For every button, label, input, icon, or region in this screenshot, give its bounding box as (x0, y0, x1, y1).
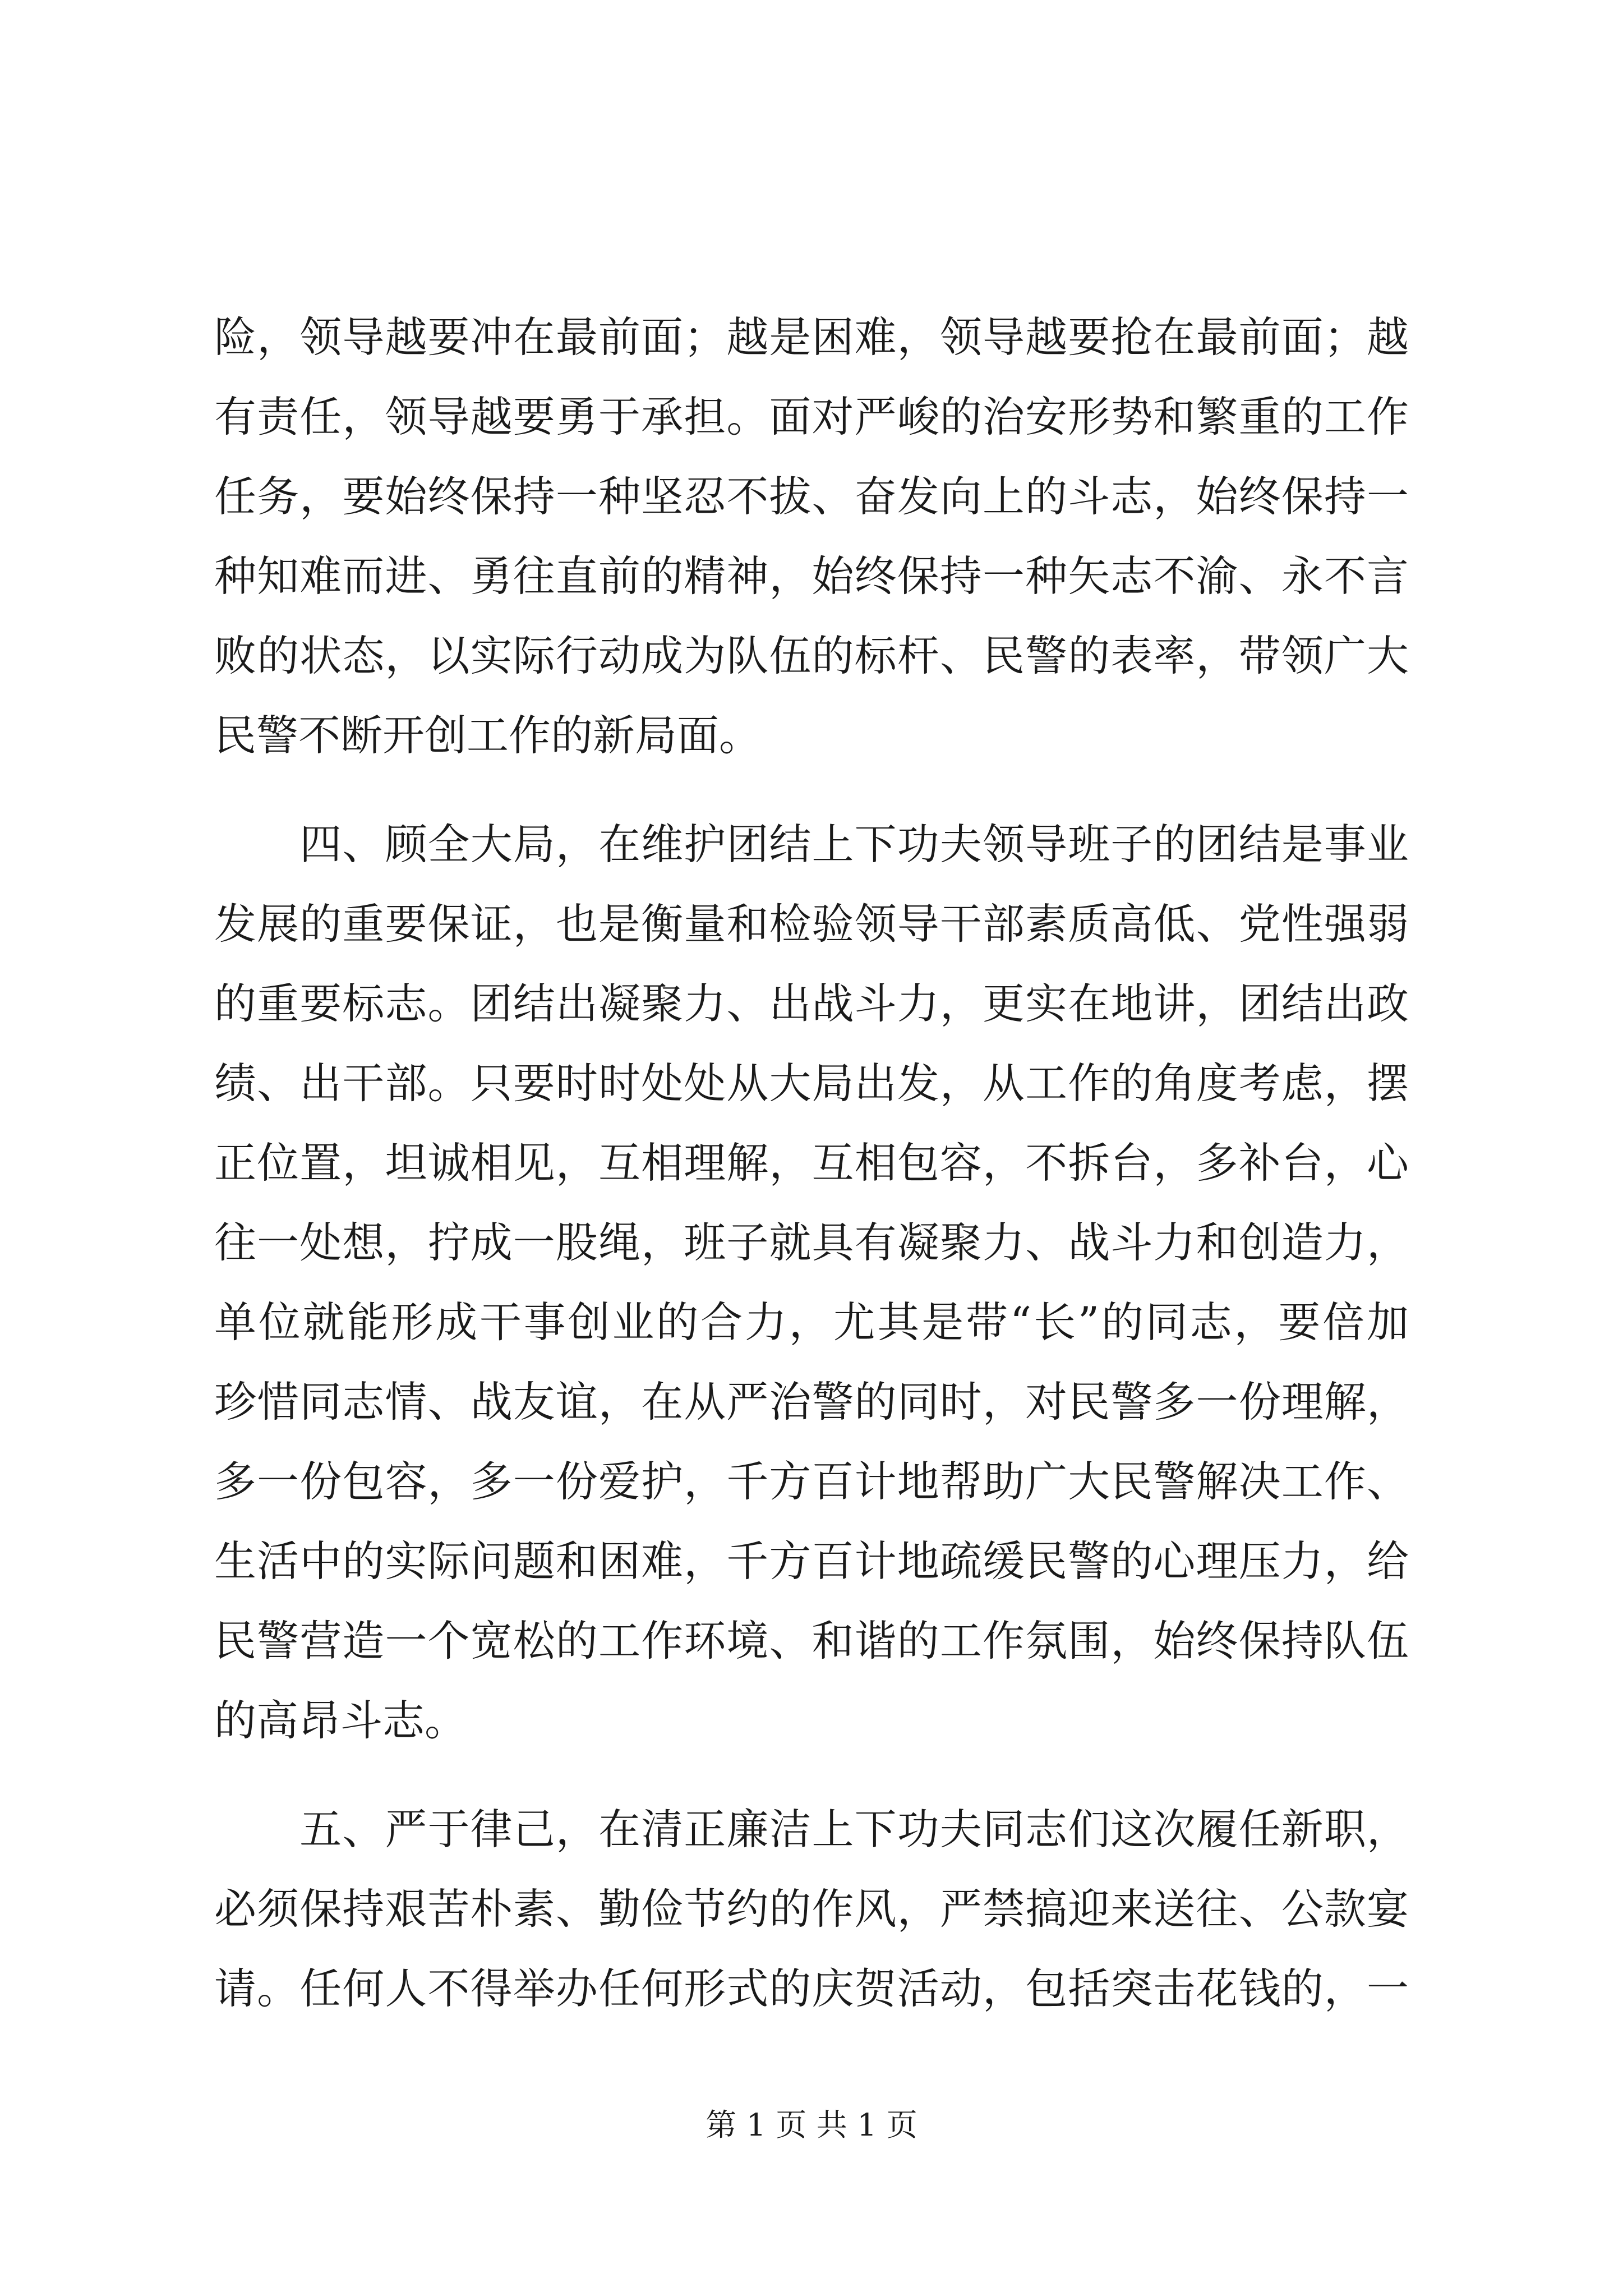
text-line: 有责任，领导越要勇于承担。面对严峻的治安形势和繁重的工作 (214, 392, 1409, 441)
text-line: 任务，要始终保持一种坚忍不拔、奋发向上的斗志，始终保持一 (214, 472, 1409, 521)
text-line: 种知难而进、勇往直前的精神，始终保持一种矢志不渝、永不言 (214, 551, 1409, 601)
text-line: 往一处想，拧成一股绳，班子就具有凝聚力、战斗力和创造力， (214, 1218, 1409, 1267)
text-line: 败的状态，以实际行动成为队伍的标杆、民警的表率，带领广大 (214, 631, 1409, 680)
text-line: 的高昂斗志。 (214, 1696, 467, 1745)
text-line: 多一份包容，多一份爱护，千方百计地帮助广大民警解决工作、 (214, 1457, 1409, 1506)
text-line: 的重要标志。团结出凝聚力、出战斗力，更实在地讲，团结出政 (214, 979, 1409, 1028)
text-line: 必须保持艰苦朴素、勤俭节约的作风，严禁搞迎来送往、公款宴 (214, 1884, 1409, 1934)
text-line: 请。任何人不得举办任何形式的庆贺活动，包括突击花钱的，一 (214, 1964, 1409, 2013)
text-line: 珍惜同志情、战友谊，在从严治警的同时，对民警多一份理解， (214, 1377, 1409, 1427)
page-number-label: 第 1 页 共 1 页 (706, 2107, 917, 2143)
text-line: 单位就能形成干事创业的合力，尤其是带“长”的同志，要倍加 (214, 1297, 1409, 1347)
text-line: 民警营造一个宽松的工作环境、和谐的工作氛围，始终保持队伍 (214, 1616, 1409, 1665)
text-line: 民警不断开创工作的新局面。 (214, 711, 762, 760)
text-line: 正位置，坦诚相见，互相理解，互相包容，不拆台，多补台，心 (214, 1138, 1409, 1188)
text-line: 绩、出干部。只要时时处处从大局出发，从工作的角度考虑，摆 (214, 1059, 1409, 1108)
text-line: 发展的重要保证，也是衡量和检验领导干部素质高低、党性强弱 (214, 899, 1409, 949)
text-line: 五、严于律己，在清正廉洁上下功夫同志们这次履任新职， (214, 1805, 1409, 1854)
text-line: 险，领导越要冲在最前面；越是困难，领导越要抢在最前面；越 (214, 312, 1409, 362)
text-line: 四、顾全大局，在维护团结上下功夫领导班子的团结是事业 (214, 820, 1409, 869)
page-footer (0, 2102, 1623, 2147)
text-line: 生活中的实际问题和困难，千方百计地疏缓民警的心理压力，给 (214, 1536, 1409, 1586)
document-body (214, 297, 1409, 2028)
